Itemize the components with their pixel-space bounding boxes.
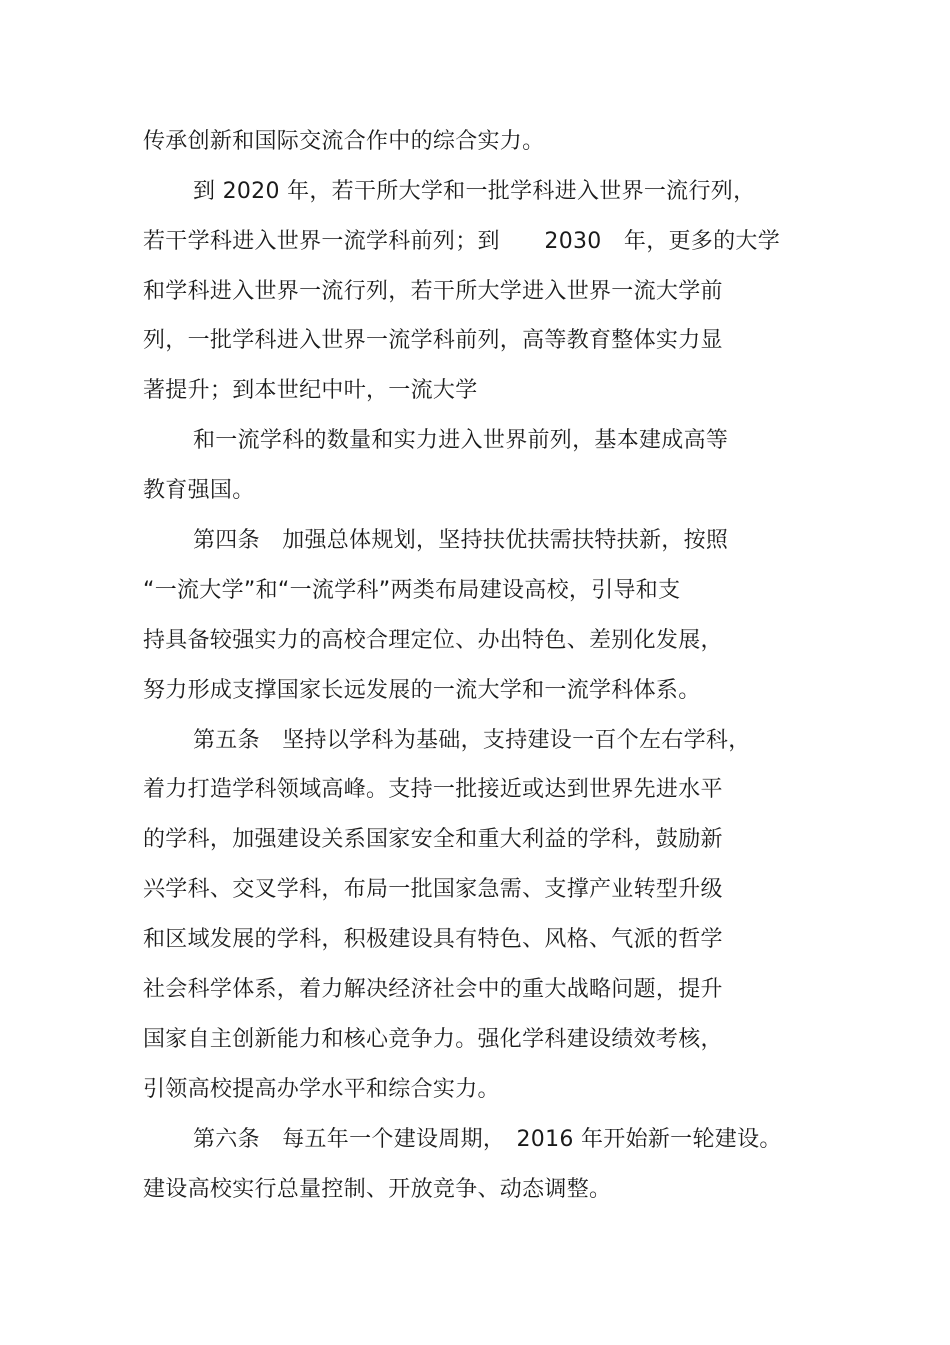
text-line: 传承创新和国际交流合作中的综合实力。	[143, 129, 545, 154]
text-line: 和一流学科的数量和实力进入世界前列，基本建成高等	[193, 428, 729, 453]
text-line: 兴学科、交叉学科，布局一批国家急需、支撑产业转型升级	[143, 877, 723, 902]
text-line: 社会科学体系，着力解决经济社会中的重大战略问题，提升	[143, 977, 723, 1002]
text-line: 和学科进入世界一流行列，若干所大学进入世界一流大学前	[143, 279, 723, 304]
text-line: 国家自主创新能力和核心竞争力。强化学科建设绩效考核，	[143, 1027, 723, 1052]
text-line: “一流大学”和“一流学科”两类布局建设高校，引导和支	[143, 578, 681, 603]
text-line: 的学科，加强建设关系国家安全和重大利益的学科，鼓励新	[143, 827, 723, 852]
text-line: 教育强国。	[143, 478, 255, 503]
text-line: 努力形成支撑国家长远发展的一流大学和一流学科体系。	[143, 678, 701, 703]
text-line: 持具备较强实力的高校合理定位、办出特色、差别化发展，	[143, 628, 723, 653]
text-line: 第四条 加强总体规划，坚持扶优扶需扶特扶新，按照	[193, 528, 729, 553]
text-line: 若干学科进入世界一流学科前列；到 2030 年，更多的大学	[143, 229, 780, 254]
text-line: 第六条 每五年一个建设周期， 2016 年开始新一轮建设。	[193, 1127, 782, 1152]
text-line: 建设高校实行总量控制、开放竞争、动态调整。	[143, 1177, 612, 1202]
text-line: 着力打造学科领域高峰。支持一批接近或达到世界先进水平	[143, 777, 723, 802]
text-line: 著提升；到本世纪中叶，一流大学	[143, 378, 478, 403]
text-line: 列，一批学科进入世界一流学科前列，高等教育整体实力显	[143, 328, 723, 353]
text-line: 引领高校提高办学水平和综合实力。	[143, 1077, 500, 1102]
text-line: 第五条 坚持以学科为基础，支持建设一百个左右学科，	[193, 728, 751, 753]
text-line: 到 2020 年，若干所大学和一批学科进入世界一流行列，	[193, 179, 756, 204]
text-line: 和区域发展的学科，积极建设具有特色、风格、气派的哲学	[143, 927, 723, 952]
